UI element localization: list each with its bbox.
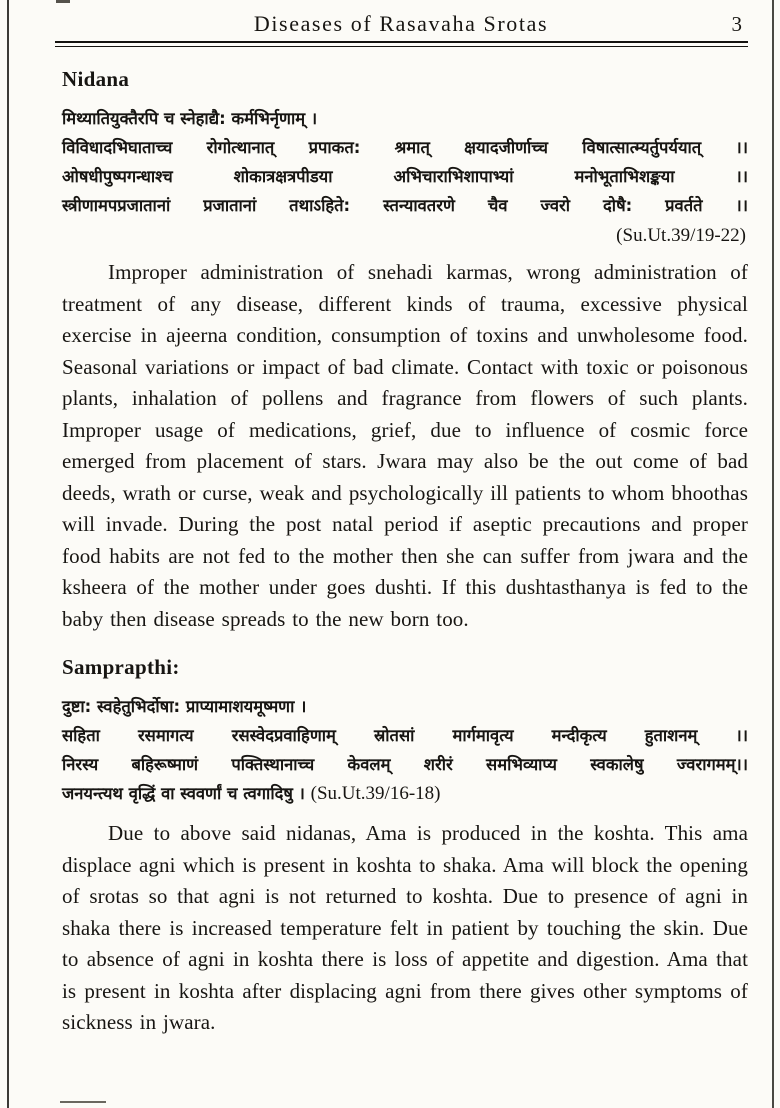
verse-line: ओषधीपुष्पगन्धाश्च शोकात्रक्षत्रपीडया अभिचाराभिशापाभ्यां मनोभूताभिशङ्कया ।। bbox=[62, 167, 748, 186]
verse-line: मिथ्यातियुक्तैरपि च स्नेहाद्यै: कर्मभिर्नृणाम् । bbox=[62, 109, 318, 128]
verse-citation-samprapthi: (Su.Ut.39/16-18) bbox=[310, 783, 441, 804]
verse-line: स्त्रीणामपप्रजातानां प्रजातानां तथाऽहिते: स्तन्यावतरणे चैव ज्वरो दोषै: प्रवर्तते ।। bbox=[62, 196, 748, 215]
page-header bbox=[56, 10, 746, 38]
nidana-verse bbox=[62, 104, 748, 220]
samprapthi-paragraph: Due to above said nidanas, Ama is produced in the koshta. This ama displace agni which is present in koshta to shaka. Ama will block the opening of srotas so that agni is not returned to koshta. Due to presence of agni in shaka there is increased temperature felt in patient by touching the skin. Due to absence of agni in koshta there is loss of appetite and digestion. Ama that is present in koshta after displacing agni from there gives other symptoms of sickness in jwara. bbox=[62, 821, 748, 1034]
verse-line: विविधादभिघाताच्च रोगोत्थानात् प्रपाकत: श्रमात् क्षयादजीर्णाच्च विषात्सात्म्यर्तुपर्ययात् ।। bbox=[62, 138, 748, 157]
header-rule-top bbox=[55, 41, 748, 43]
scan-edge-right bbox=[772, 0, 774, 1108]
header-double-rule bbox=[55, 41, 748, 47]
section-heading-samprapthi: Samprapthi: bbox=[62, 655, 180, 679]
section-heading-nidana: Nidana bbox=[62, 67, 130, 91]
verse-line: सहिता रसमागत्य रसस्वेदप्रवाहिणाम् स्रोतसां मार्गमावृत्य मन्दीकृत्य हुताशनम् ।। bbox=[62, 726, 748, 745]
verse-line: निरस्य बहिरूष्माणं पक्तिस्थानाच्च केवलम् शरीरं समभिव्याप्य स्वकालेषु ज्वरागमम्।। bbox=[62, 755, 748, 774]
scan-artifact-bottom bbox=[60, 1101, 106, 1103]
scan-edge-left bbox=[7, 0, 9, 1108]
page-number: 3 bbox=[731, 12, 742, 36]
verse-line-text: जनयन्त्यथ वृद्धिं वा स्ववर्णां च त्वगादिषु । bbox=[62, 784, 305, 803]
scan-artifact-top bbox=[56, 0, 70, 3]
page-content bbox=[62, 67, 748, 1039]
header-rule-bottom bbox=[55, 46, 748, 47]
verse-line: दुष्टा: स्वहेतुभिर्दोषा: प्राप्यामाशयमूष्मणा । bbox=[62, 697, 307, 716]
nidana-paragraph: Improper administration of snehadi karmas, wrong administration of treatment of any disease, different kinds of trauma, excessive physical exercise in ajeerna condition, consumption of toxins and unwholesome food. Seasonal variations or impact of bad climate. Contact with toxic or poisonous plants, inhalation of pollens and fragrance from flowers of such plants. Improper usage of medications, grief, due to influence of cosmic force emerged from placement of stars. Jwara may also be the out come of bad deeds, wrath or curse, weak and psychologically ill patients to whom bhoothas will invade. During the post natal period if aseptic precautions and proper food habits are not fed to the mother then she can suffer from jwara and the ksheera of the mother under goes dushti. If this dushtasthanya is fed to the baby then disease spreads to the new born too. bbox=[62, 260, 748, 631]
verse-line-with-citation bbox=[62, 779, 748, 808]
samprapthi-verse bbox=[62, 692, 748, 808]
running-title: Diseases of Rasavaha Srotas bbox=[253, 11, 549, 36]
verse-citation-nidana: (Su.Ut.39/19-22) bbox=[616, 225, 746, 246]
